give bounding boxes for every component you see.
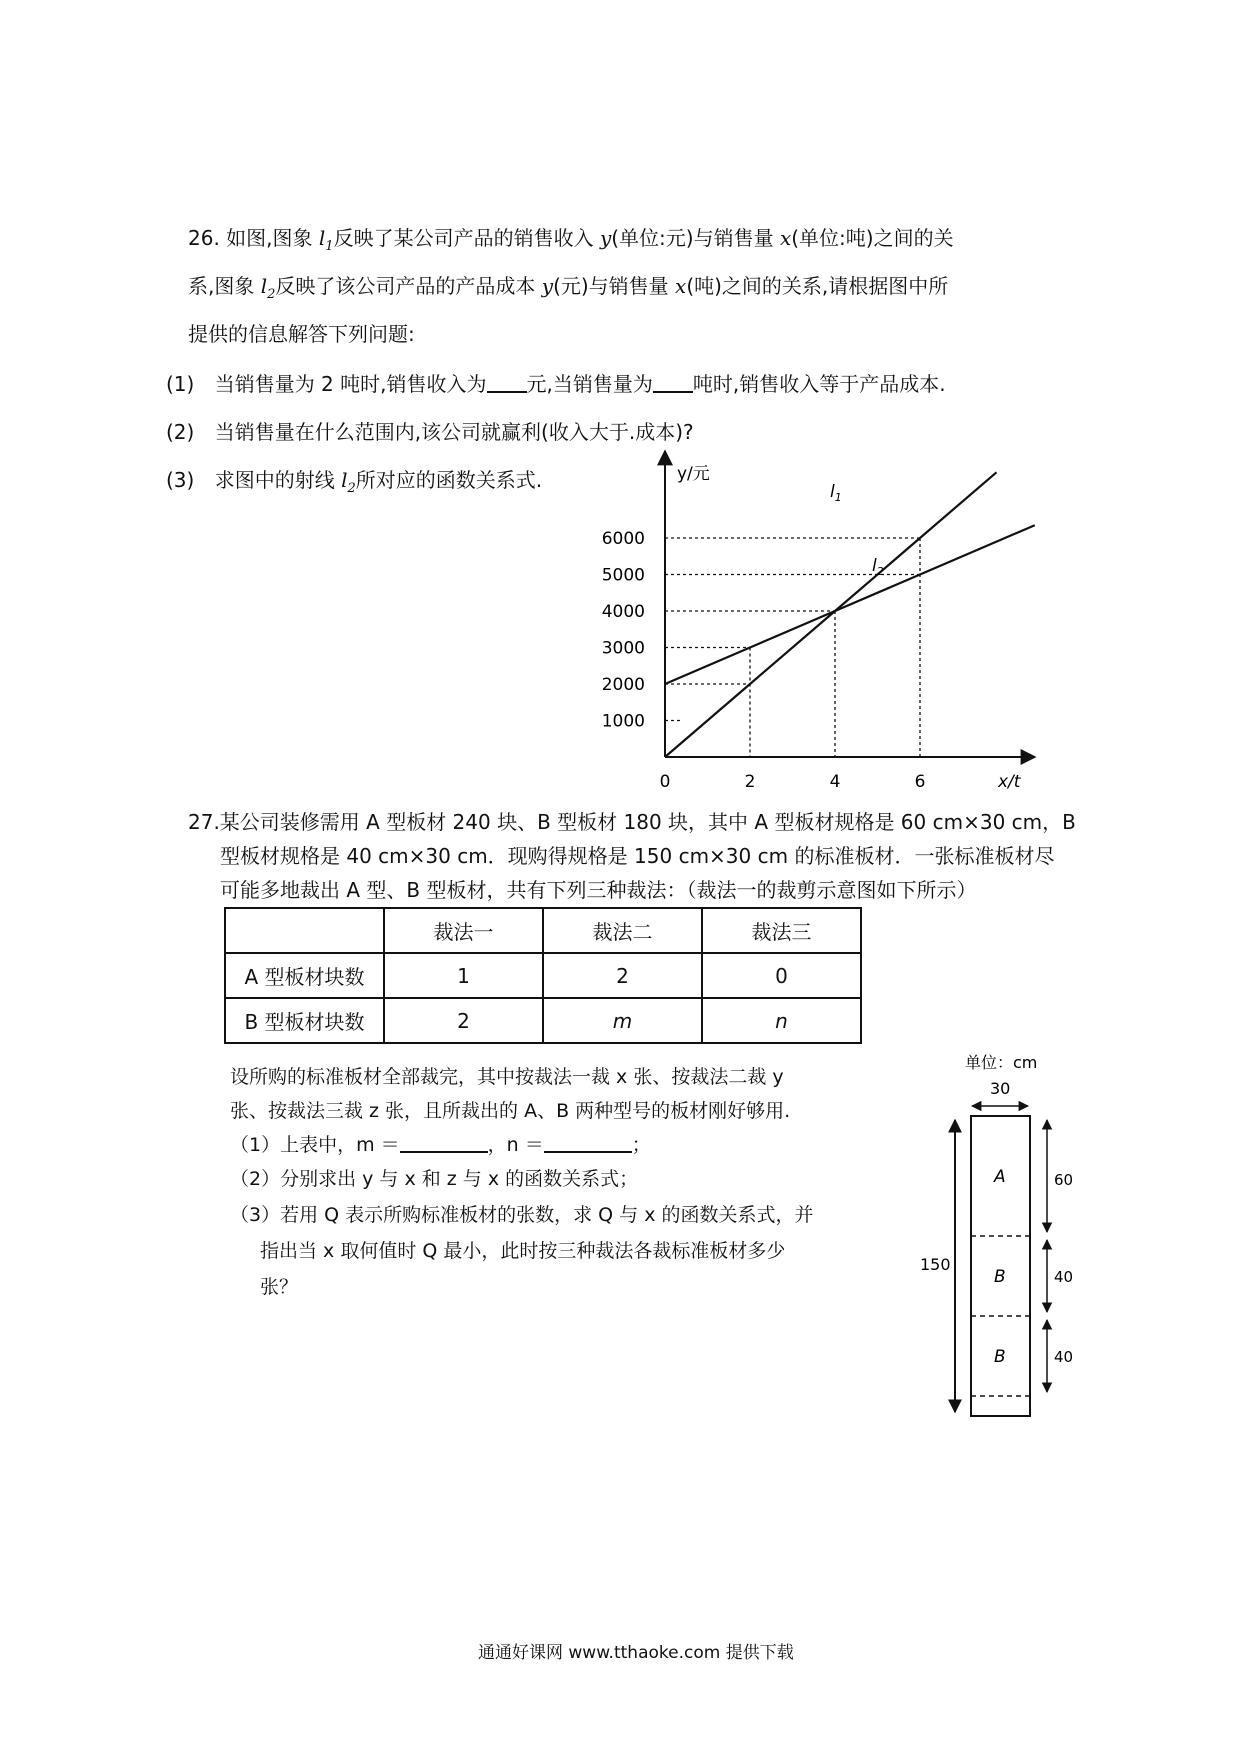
cutting-table	[224, 907, 862, 1044]
cutting-diagram	[920, 1050, 1100, 1430]
series-label-l1: $l_1$	[830, 482, 842, 504]
x-tick-label: 4	[829, 772, 841, 792]
text: 元,当销售量为	[526, 372, 653, 396]
q27-line3: 可能多地裁出 A 型、B 型板材，共有下列三种裁法：（裁法一的裁剪示意图如下所示）	[220, 878, 977, 902]
sales-chart	[580, 445, 1050, 805]
y-tick-label: 3000	[601, 638, 645, 659]
q27-line1: 27.某公司装修需用 A 型板材 240 块、B 型板材 180 块，其中 A 型板材规格是 60 cm×30 cm，B	[188, 810, 1076, 834]
text: (单位:吨)之间的关	[791, 226, 954, 250]
table-cell: 2	[543, 953, 702, 998]
origin-label: 0	[659, 772, 671, 792]
table-cell: 1	[384, 953, 543, 998]
q27-p2: 张、按裁法三裁 z 张，且所裁出的 A、B 两种型号的板材刚好够用.	[230, 1100, 791, 1122]
total-label: 150	[920, 1255, 951, 1274]
q26-sub2	[166, 416, 694, 445]
len-b2-label: 40	[1054, 1348, 1074, 1366]
q27-s3-line1: （3）若用 Q 表示所购标准板材的张数，求 Q 与 x 的函数关系式，并	[230, 1204, 814, 1226]
table-row	[225, 953, 861, 998]
part-b-label: B	[994, 1347, 1006, 1367]
series-line-l2	[665, 525, 1035, 684]
q27-p1: 设所购的标准板材全部裁完，其中按裁法一裁 x 张、按裁法二裁 y	[230, 1066, 784, 1088]
unit-label: 单位：cm	[965, 1053, 1038, 1072]
table-cell: 0	[702, 953, 861, 998]
part-b-label: B	[994, 1267, 1006, 1287]
table-header: 裁法二	[543, 908, 702, 953]
q26-line1	[188, 222, 954, 254]
text: ，n ＝	[487, 1134, 544, 1156]
text: 反映了某公司产品的销售收入	[333, 226, 594, 250]
text: 当销售量为 2 吨时,销售收入为	[214, 372, 487, 396]
y-tick-label: 5000	[601, 565, 645, 586]
l2-label: $l_2$	[341, 468, 356, 496]
table-row	[225, 998, 861, 1043]
q27-s2: （2）分别求出 y 与 x 和 z 与 x 的函数关系式；	[230, 1168, 639, 1190]
answer-blank[interactable]	[653, 373, 693, 393]
x-tick-label: 6	[914, 772, 926, 792]
q27-line2: 型板材规格是 40 cm×30 cm．现购得规格是 150 cm×30 cm 的标准板材．一张标准板材尽	[220, 844, 1055, 868]
x-axis-label: x/t	[998, 772, 1021, 792]
answer-blank-m[interactable]	[400, 1133, 488, 1153]
len-a-label: 60	[1054, 1171, 1074, 1189]
text: （1）上表中，m ＝	[230, 1134, 400, 1156]
answer-blank-n[interactable]	[544, 1133, 632, 1153]
len-b1-label: 40	[1054, 1268, 1074, 1286]
table-header: 裁法三	[702, 908, 861, 953]
x-tick-label: 2	[744, 772, 756, 792]
footer: 通通好课网 www.tthaoke.com 提供下载	[478, 1643, 794, 1663]
q26-line3: 提供的信息解答下列问题:	[188, 322, 415, 346]
var-x: x	[779, 226, 792, 250]
sub-number: (1)	[166, 372, 195, 396]
answer-blank[interactable]	[487, 373, 527, 393]
q27-s3-line3: 张？	[260, 1276, 299, 1298]
q27-s3-line2: 指出当 x 取何值时 Q 最小，此时按三种裁法各裁标准板材多少	[260, 1240, 786, 1262]
var-x: x	[675, 274, 687, 298]
text: (吨)之间的关系,请根据图中所	[686, 274, 949, 298]
text: 所对应的函数关系式.	[355, 468, 543, 492]
table-cell: m	[543, 998, 702, 1043]
table-cell	[225, 908, 384, 953]
q26-line2	[188, 270, 948, 302]
table-header: 裁法一	[384, 908, 543, 953]
sub-number: (3)	[166, 468, 195, 492]
y-tick-label: 4000	[601, 602, 645, 622]
q26-sub3	[166, 464, 542, 496]
text: 当销售量在什么范围内,该公司就赢利(收入大于.成本)?	[214, 420, 694, 444]
l1-label: $l_1$	[318, 226, 334, 254]
table-cell: B 型板材块数	[225, 998, 384, 1043]
l2-label: $l_2$	[260, 274, 276, 302]
board-outline	[971, 1116, 1030, 1416]
y-tick-label: 2000	[601, 675, 645, 695]
question-number: 26.	[188, 226, 220, 250]
y-tick-label: 1000	[601, 711, 645, 732]
table-header-row	[225, 908, 861, 953]
text: 反映了该公司产品的产品成本	[275, 274, 536, 298]
text: ；	[631, 1134, 651, 1156]
text: 如图,图象	[226, 226, 313, 250]
y-axis-label: y/元	[677, 464, 710, 484]
text: (单位:元)与销售量	[611, 226, 774, 250]
text: (元)与销售量	[553, 274, 669, 298]
table-cell: n	[702, 998, 861, 1043]
text: 系,图象	[188, 274, 255, 298]
part-a-label: A	[994, 1167, 1006, 1187]
table-cell: 2	[384, 998, 543, 1043]
text: 吨时,销售收入等于产品成本.	[692, 372, 946, 396]
text: 求图中的射线	[214, 468, 335, 492]
q26-sub1	[166, 368, 946, 397]
var-y: y	[541, 274, 554, 298]
table-cell: A 型板材块数	[225, 953, 384, 998]
width-label: 30	[990, 1079, 1011, 1098]
var-y: y	[599, 226, 612, 250]
series-label-l2: $l_2$	[872, 556, 884, 578]
sub-number: (2)	[166, 420, 195, 444]
y-tick-label: 6000	[601, 529, 645, 549]
series-line-l1	[665, 472, 997, 757]
q27-s1	[230, 1130, 651, 1157]
